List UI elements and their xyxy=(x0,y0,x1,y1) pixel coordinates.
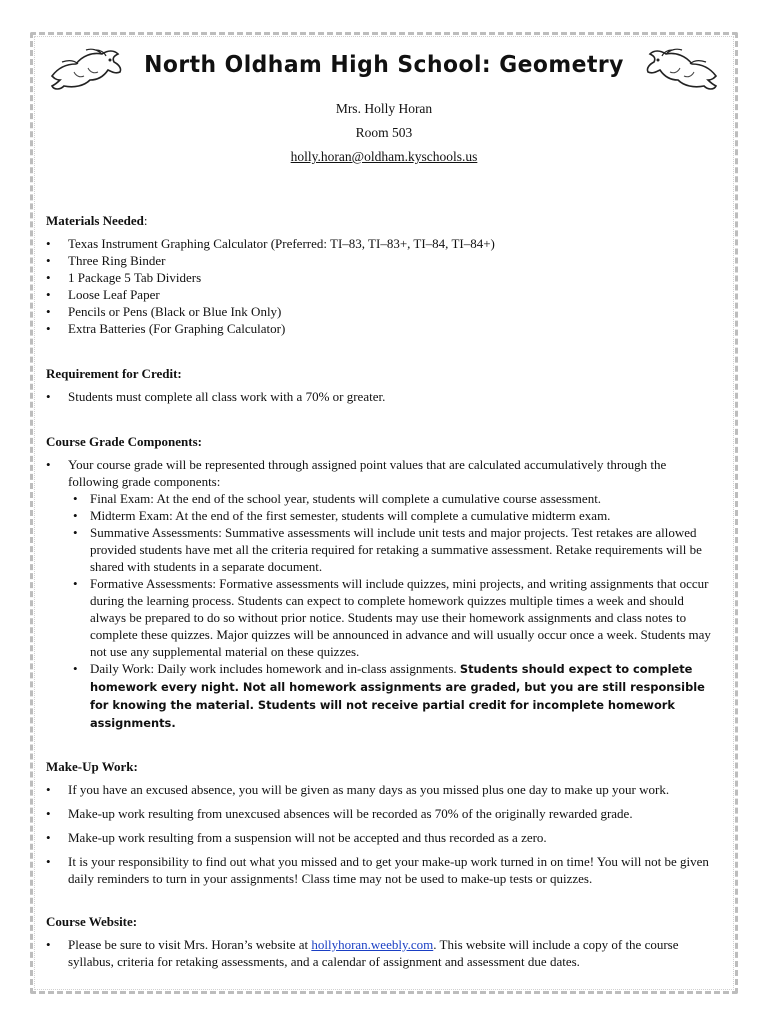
grade-component: • Summative Assessments: Summative assessments will include unit tests and major projects. Test retakes are allowed provided students have met all the criteria required for retaking a summative assessment. Retake requirements will be shared with students in a separate document. xyxy=(68,524,720,575)
credit-heading: Requirement for Credit: xyxy=(46,366,182,381)
daily-work-text: Daily Work: Daily work includes homework and in-class assignments. xyxy=(90,661,460,676)
room-number: Room 503 xyxy=(355,125,413,140)
materials-list xyxy=(46,235,720,337)
list-item: • Loose Leaf Paper xyxy=(46,286,720,303)
list-item xyxy=(46,936,720,970)
list-item: • It is your responsibility to find out what you missed and to get your make-up work turned in on time! You will not be given daily reminders to turn in your assignments! Class time may not be used to make-up tests or quizzes. xyxy=(46,853,720,887)
grades-list xyxy=(46,456,720,732)
website-section xyxy=(46,913,720,970)
course-website-link[interactable]: hollyhoran.weebly.com xyxy=(311,937,434,952)
grades-intro: Your course grade will be represented through assigned point values that are calculated accumulatively through the following grade components: xyxy=(68,457,667,489)
website-text-before: Please be sure to visit Mrs. Horan’s website at xyxy=(68,937,312,952)
list-item xyxy=(46,456,720,732)
website-text-after: . This website will include a copy of the course syllabus, criteria for retaking assessments, and a calendar of assignment and assessment due dates. xyxy=(68,937,679,969)
grade-component: • Midterm Exam: At the end of the first semester, students will complete a cumulative midterm exam. xyxy=(68,507,720,524)
grades-heading: Course Grade Components: xyxy=(46,434,202,449)
credit-section xyxy=(46,365,720,405)
syllabus-body xyxy=(46,212,720,990)
materials-section xyxy=(46,212,720,337)
grade-components-list xyxy=(68,490,720,732)
makeup-section xyxy=(46,758,720,887)
website-heading: Course Website: xyxy=(46,914,138,929)
teacher-email-link[interactable]: holly.horan@oldham.kyschools.us xyxy=(290,149,478,164)
grade-component: • Final Exam: At the end of the school year, students will complete a cumulative course assessment. xyxy=(68,490,720,507)
list-item: • Make-up work resulting from unexcused absences will be recorded as 70% of the originally rewarded grade. xyxy=(46,805,720,822)
credit-list xyxy=(46,388,720,405)
list-item: • Texas Instrument Graphing Calculator (Preferred: TI–83, TI–83+, TI–84, TI–84+) xyxy=(46,235,720,252)
list-item: • Students must complete all class work with a 70% or greater. xyxy=(46,388,720,405)
list-item: • Extra Batteries (For Graphing Calculator) xyxy=(46,320,720,337)
list-item: • Pencils or Pens (Black or Blue Ink Only) xyxy=(46,303,720,320)
grade-component: • Formative Assessments: Formative assessments will include quizzes, mini projects, and writing assignments that occur during the learning process. Students can expect to complete homework quizzes multiple times a week and should always be prepared to do so without prior notice. Students may use their homework assignments and class notes to complete these quizzes. Major quizzes will be announced in advance and will usually occur once a week. Students may not use any supplemental material on these quizzes. xyxy=(68,575,720,660)
materials-heading: Materials Needed: xyxy=(46,213,148,228)
list-item: • Make-up work resulting from a suspension will not be accepted and thus recorded as a zero. xyxy=(46,829,720,846)
header xyxy=(45,46,723,98)
makeup-heading: Make-Up Work: xyxy=(46,759,138,774)
daily-work-emphasis: Students should expect to complete homework every night. Not all homework assignments are graded, but you are still responsible for knowing the material. Students will not receive partial credit for incomplete homework assignments. xyxy=(90,662,705,730)
list-item: • Three Ring Binder xyxy=(46,252,720,269)
list-item: • If you have an excused absence, you will be given as many days as you missed plus one day to make up your work. xyxy=(46,781,720,798)
list-item: • 1 Package 5 Tab Dividers xyxy=(46,269,720,286)
teacher-name: Mrs. Holly Horan xyxy=(335,101,433,116)
mustang-logo-right xyxy=(642,46,720,94)
makeup-list xyxy=(46,781,720,887)
website-list xyxy=(46,936,720,970)
grade-component xyxy=(68,660,720,732)
grades-section xyxy=(46,433,720,732)
page-title: North Oldham High School: Geometry xyxy=(144,52,624,78)
